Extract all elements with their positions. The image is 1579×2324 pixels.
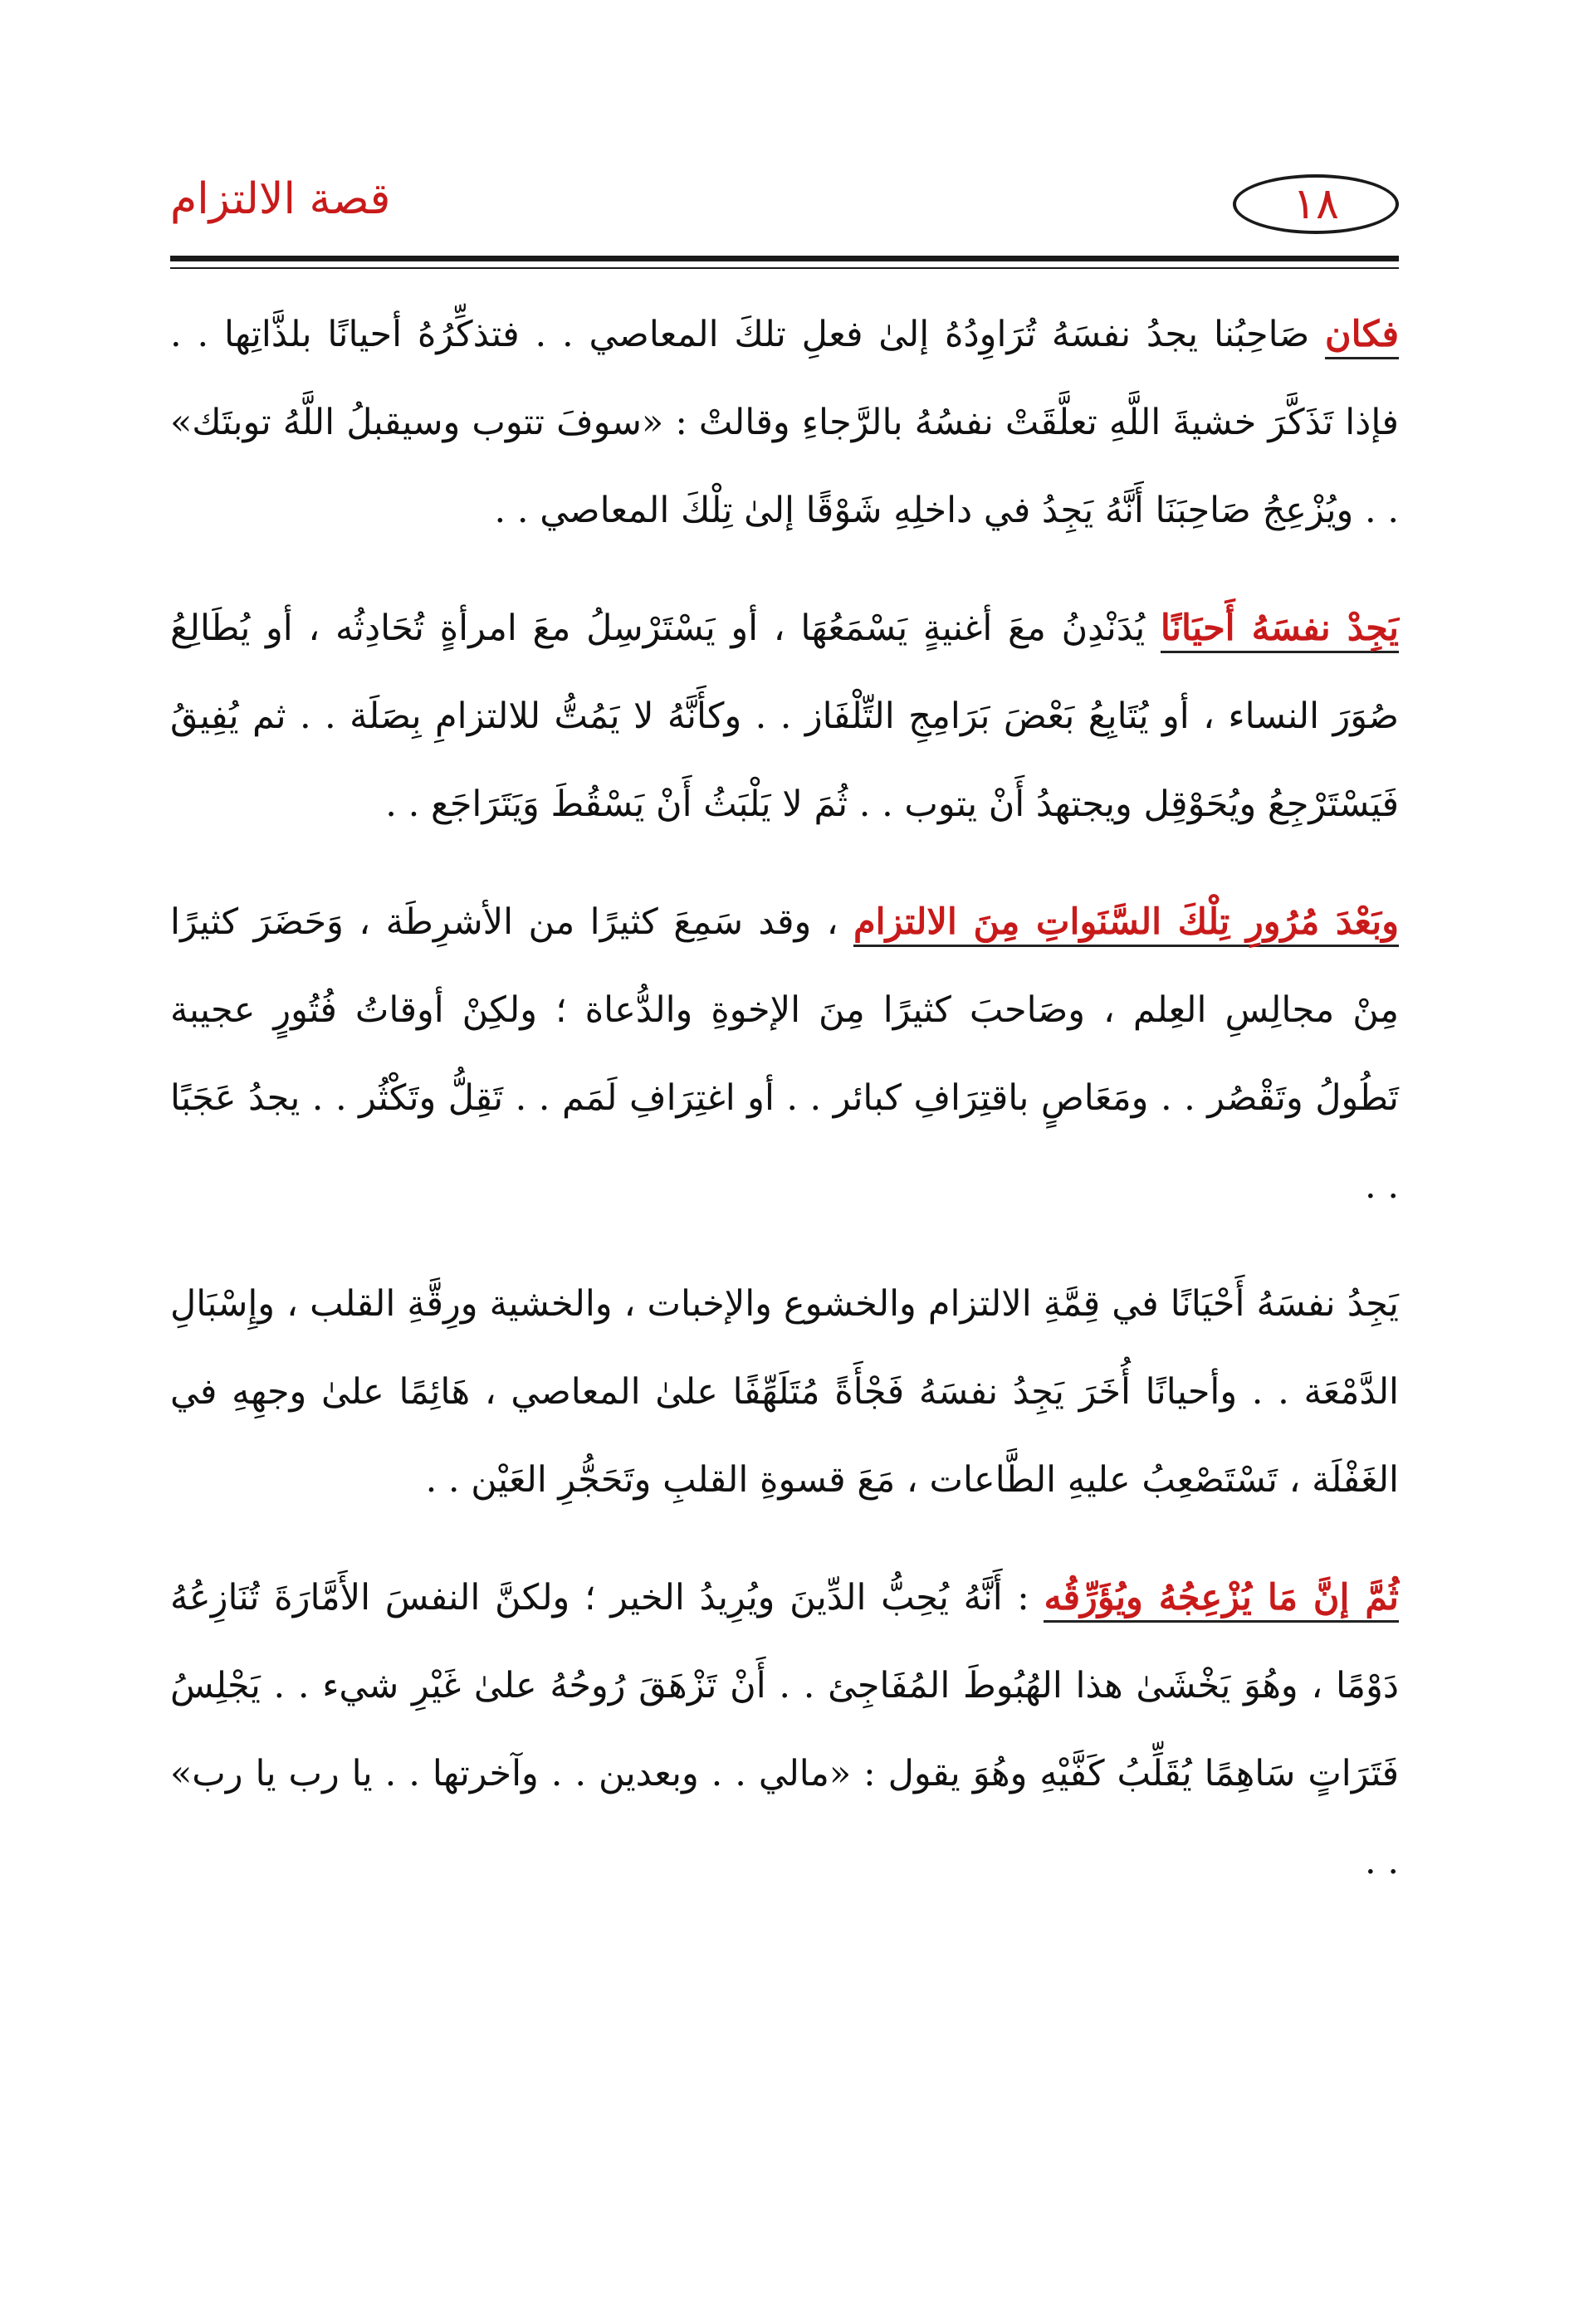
running-title: قصة الالتزام [170,174,391,224]
paragraph-text: ، وقد سَمِعَ كثيرًا من الأشرِطَة ، وَحَضَرَ كثيرًا مِنْ مجالِسِ العِلم ، وصَاحبَ كثيرًا مِنَ الإخوةِ والدُّعاة ؛ ولكِنْ أوقاتُ فُتُورٍ عجيبة تَطُولُ وتَقْصُر . . ومَعَاصٍ باقتِرَافِ كبائر . . أو اغتِرَافِ لَمَم . . تَقِلُّ وتَكْثُر . . يجدُ عَجَبًا . . [170,901,1399,1207]
paragraph-lead: يَجِدْ نفسَهُ أَحيَانًا [1161,608,1399,653]
header-rule-thick [170,256,1399,261]
paragraph-lead: وبَعْدَ مُرُورِ تِلْكَ السَّنَواتِ مِنَ الالتزام [853,901,1399,947]
paragraph-lead: فكان [1325,314,1399,359]
paragraph-1 [170,290,1399,554]
body-text [170,290,1399,1936]
paragraph-text: يَجِدُ نفسَهُ أَحْيَانًا في قِمَّةِ الالتزام والخشوع والإخبات ، والخشية ورِقَّةِ القلب ، وإِسْبَالِ الدَّمْعَة . . وأحيانًا أُخَرَ يَجِدُ نفسَهُ فَجْأَةً مُتَلَهِّفًا علىٰ المعاصي ، هَائِمًا علىٰ وجهِهِ في الغَفْلَة ، تَسْتَصْعِبُ عليهِ الطَّاعات ، مَعَ قسوةِ القلبِ وتَحَجُّرِ العَيْن . . [170,1283,1399,1501]
paragraph-text: : أَنَّهُ يُحِبُّ الدِّينَ ويُرِيدُ الخير ؛ ولكنَّ النفسَ الأَمَّارَةَ تُنَازِعُهُ دَوْمًا ، وهُوَ يَخْشَىٰ هذا الهُبُوطَ المُفَاجِئ . . أَنْ تَزْهَقَ رُوحُهُ علىٰ غَيْرِ شيء . . يَجْلِسُ فَتَرَاتٍ سَاهِمًا يُقَلِّبُ كَفَّيْهِ وهُوَ يقول : «مالي . . وبعدين . . وآخرتها . . يا رب يا رب» . . [170,1577,1399,1882]
paragraph-text: يُدَنْدِنُ معَ أغنيةٍ يَسْمَعُهَا ، أو يَسْتَرْسِلُ معَ امرأةٍ تُحَادِثُه ، أو يُطَالِعُ صُوَرَ النساء ، أو يُتَابِعُ بَعْضَ بَرَامِجِ التِّلْفَاز . . وكأَنَّهُ لا يَمُتُّ للالتزامِ بِصَلَة . . ثم يُفِيقُ فَيَسْتَرْجِعُ ويُحَوْقِل ويجتهدُ أَنْ يتوب . . ثُمَ لا يَلْبَثُ أَنْ يَسْقُطَ وَيَتَرَاجَع . . [170,608,1399,825]
paragraph-text: صَاحِبُنا يجدُ نفسَهُ تُرَاوِدُهُ إلىٰ فعلِ تلكَ المعاصي . . فتذكِّرُهُ أحيانًا بلذَّاتِها . . فإذا تَذَكَّرَ خشيةَ اللَّهِ تعلَّقَتْ نفسُهُ بالرَّجاءِ وقالتْ : «سوفَ تتوب وسيقبلُ اللَّهُ توبتَك» . . ويُزْعِجُ صَاحِبَنَا أَنَّهُ يَجِدُ في داخلِهِ شَوْقًا إلىٰ تِلْكَ المعاصي . . [170,314,1399,531]
paragraph-2 [170,584,1399,848]
header-rule-thin [170,267,1399,269]
paragraph-3 [170,878,1399,1230]
paragraph-4 [170,1260,1399,1524]
paragraph-lead: ثُمَّ إنَّ مَا يُزْعِجُهُ ويُؤَرِّقُه [1044,1577,1399,1623]
paragraph-5 [170,1554,1399,1906]
page-header [170,149,1399,249]
page-number: ١٨ [1233,174,1399,234]
